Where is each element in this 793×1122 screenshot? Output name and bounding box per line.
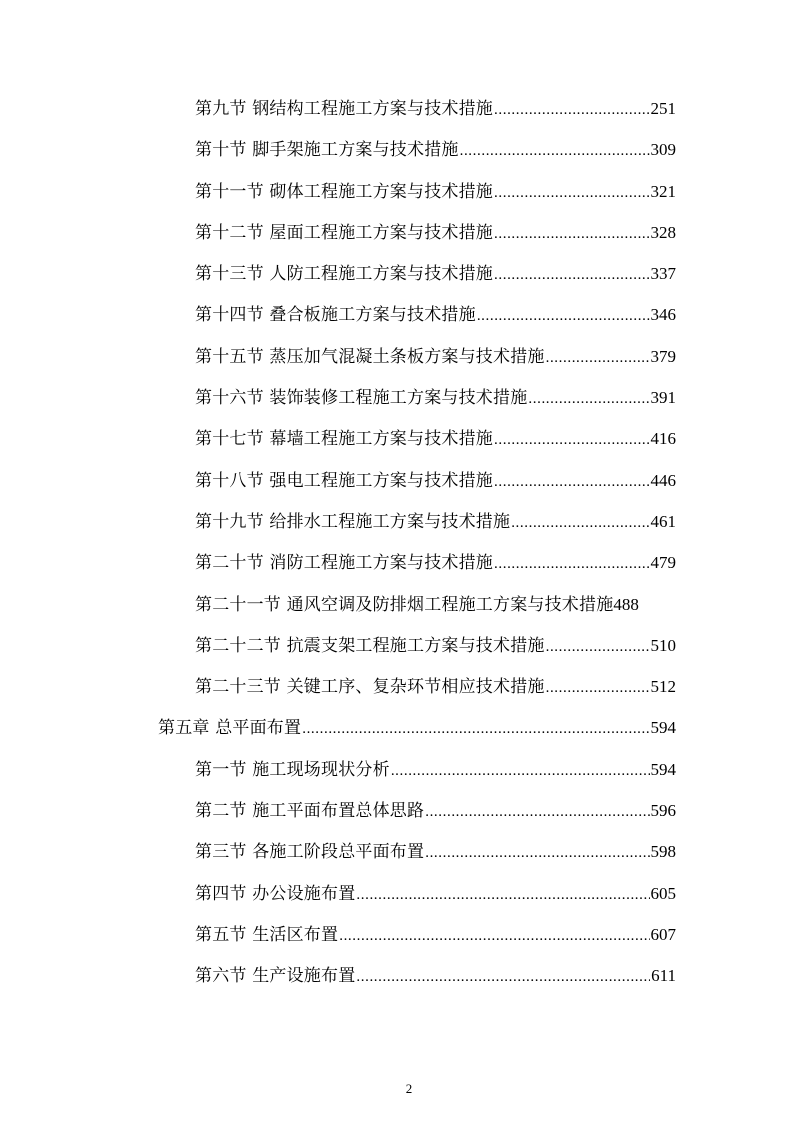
toc-entry-page: 337 bbox=[650, 264, 676, 284]
toc-entry[interactable] bbox=[195, 790, 676, 831]
toc-entry[interactable] bbox=[195, 625, 676, 666]
toc-entry-page: 309 bbox=[650, 140, 676, 160]
toc-entry-page: 461 bbox=[650, 511, 676, 531]
toc-dot-leader bbox=[546, 627, 650, 668]
toc-entry-title: 第十二节 屋面工程施工方案与技术措施 bbox=[195, 222, 494, 243]
toc-dot-leader bbox=[494, 214, 649, 255]
toc-dot-leader bbox=[546, 668, 650, 709]
toc-chapter-entry[interactable] bbox=[158, 707, 676, 748]
toc-entry-page: 611 bbox=[651, 966, 676, 986]
toc-entry-page: 416 bbox=[650, 429, 676, 449]
toc-entry-page: 596 bbox=[650, 801, 676, 821]
toc-entry[interactable] bbox=[195, 253, 676, 294]
toc-entry[interactable] bbox=[195, 212, 676, 253]
toc-entry-page: 594 bbox=[650, 718, 676, 738]
toc-dot-leader bbox=[494, 544, 649, 585]
toc-entry-page: 605 bbox=[650, 883, 676, 903]
toc-entry-page: 379 bbox=[650, 346, 676, 366]
toc-entry[interactable] bbox=[195, 171, 676, 212]
toc-dot-leader bbox=[494, 90, 649, 131]
toc-entry-page: 488 bbox=[613, 594, 639, 614]
toc-entry-page: 251 bbox=[650, 99, 676, 118]
toc-dot-leader bbox=[511, 503, 649, 544]
toc-entry[interactable] bbox=[195, 460, 676, 501]
toc-entry[interactable] bbox=[195, 501, 676, 542]
toc-dot-leader bbox=[339, 916, 649, 957]
toc-dot-leader bbox=[425, 792, 649, 833]
toc-entry[interactable] bbox=[195, 873, 676, 914]
toc-entry-page: 510 bbox=[650, 635, 676, 655]
toc-entry-title: 第十八节 强电工程施工方案与技术措施 bbox=[195, 470, 494, 491]
toc-entry[interactable] bbox=[195, 914, 676, 955]
toc-entry[interactable] bbox=[195, 749, 676, 790]
toc-dot-leader bbox=[494, 462, 649, 503]
toc-entry-title: 第九节 钢结构工程施工方案与技术措施 bbox=[195, 99, 494, 119]
toc-entry-page: 512 bbox=[650, 677, 676, 697]
toc-entry[interactable] bbox=[195, 377, 676, 418]
toc-dot-leader bbox=[425, 833, 649, 874]
toc-entry-title: 第五节 生活区布置 bbox=[195, 924, 339, 945]
toc-dot-leader bbox=[356, 957, 650, 998]
toc-entry-title: 第十三节 人防工程施工方案与技术措施 bbox=[195, 264, 494, 285]
toc-dot-leader bbox=[302, 709, 649, 750]
toc-entry-title: 第十九节 给排水工程施工方案与技术措施 bbox=[195, 511, 511, 532]
toc-dot-leader bbox=[356, 875, 649, 916]
toc-entry[interactable] bbox=[195, 418, 676, 459]
toc-entry-page: 321 bbox=[650, 181, 676, 201]
toc-dot-leader bbox=[477, 296, 650, 337]
toc-dot-leader bbox=[494, 173, 649, 214]
toc-dot-leader bbox=[546, 338, 650, 379]
toc-dot-leader bbox=[528, 379, 649, 420]
toc-dot-leader bbox=[494, 420, 649, 461]
toc-entry-title: 第二十二节 抗震支架工程施工方案与技术措施 bbox=[195, 635, 545, 656]
toc-entry-title: 第二十三节 关键工序、复杂环节相应技术措施 bbox=[195, 677, 545, 698]
toc-entry[interactable] bbox=[195, 336, 676, 377]
table-of-contents bbox=[0, 88, 793, 997]
toc-entry-title: 第六节 生产设施布置 bbox=[195, 966, 356, 987]
toc-entry-title: 第十七节 幕墙工程施工方案与技术措施 bbox=[195, 429, 494, 450]
toc-entry-page: 607 bbox=[650, 924, 676, 944]
toc-entry[interactable] bbox=[195, 831, 676, 872]
toc-entry[interactable] bbox=[195, 666, 676, 707]
toc-entry-title: 第十五节 蒸压加气混凝土条板方案与技术措施 bbox=[195, 346, 545, 367]
toc-dot-leader bbox=[494, 255, 649, 296]
toc-entry[interactable] bbox=[195, 88, 676, 129]
toc-entry-page: 328 bbox=[650, 222, 676, 242]
toc-entry-title: 第四节 办公设施布置 bbox=[195, 883, 356, 904]
toc-entry-page: 594 bbox=[650, 759, 676, 779]
toc-entry-page: 479 bbox=[650, 553, 676, 573]
toc-entry-title: 第二十一节 通风空调及防排烟工程施工方案与技术措施 bbox=[195, 594, 614, 615]
toc-entry-title: 第十四节 叠合板施工方案与技术措施 bbox=[195, 305, 476, 326]
toc-entry-page: 446 bbox=[650, 470, 676, 490]
toc-entry[interactable] bbox=[195, 955, 676, 996]
toc-entry[interactable] bbox=[195, 294, 676, 335]
toc-entry[interactable] bbox=[195, 129, 676, 170]
toc-entry-page: 391 bbox=[650, 388, 676, 408]
toc-dot-leader bbox=[460, 131, 650, 172]
toc-entry-page: 598 bbox=[650, 842, 676, 862]
toc-entry[interactable] bbox=[195, 584, 676, 625]
toc-entry-title: 第十节 脚手架施工方案与技术措施 bbox=[195, 140, 459, 161]
toc-entry-page: 346 bbox=[650, 305, 676, 325]
toc-entry-title: 第一节 施工现场现状分析 bbox=[195, 759, 390, 780]
toc-dot-leader bbox=[391, 751, 650, 792]
toc-entry-title: 第十一节 砌体工程施工方案与技术措施 bbox=[195, 181, 494, 202]
toc-entry-title: 第二节 施工平面布置总体思路 bbox=[195, 801, 425, 822]
page-number: 2 bbox=[405, 1081, 413, 1096]
toc-entry-title: 第三节 各施工阶段总平面布置 bbox=[195, 842, 425, 863]
toc-entry-title: 第十六节 装饰装修工程施工方案与技术措施 bbox=[195, 388, 528, 409]
toc-entry[interactable] bbox=[195, 542, 676, 583]
toc-entry-title: 第五章 总平面布置 bbox=[158, 718, 302, 739]
toc-entry-title: 第二十节 消防工程施工方案与技术措施 bbox=[195, 553, 494, 574]
